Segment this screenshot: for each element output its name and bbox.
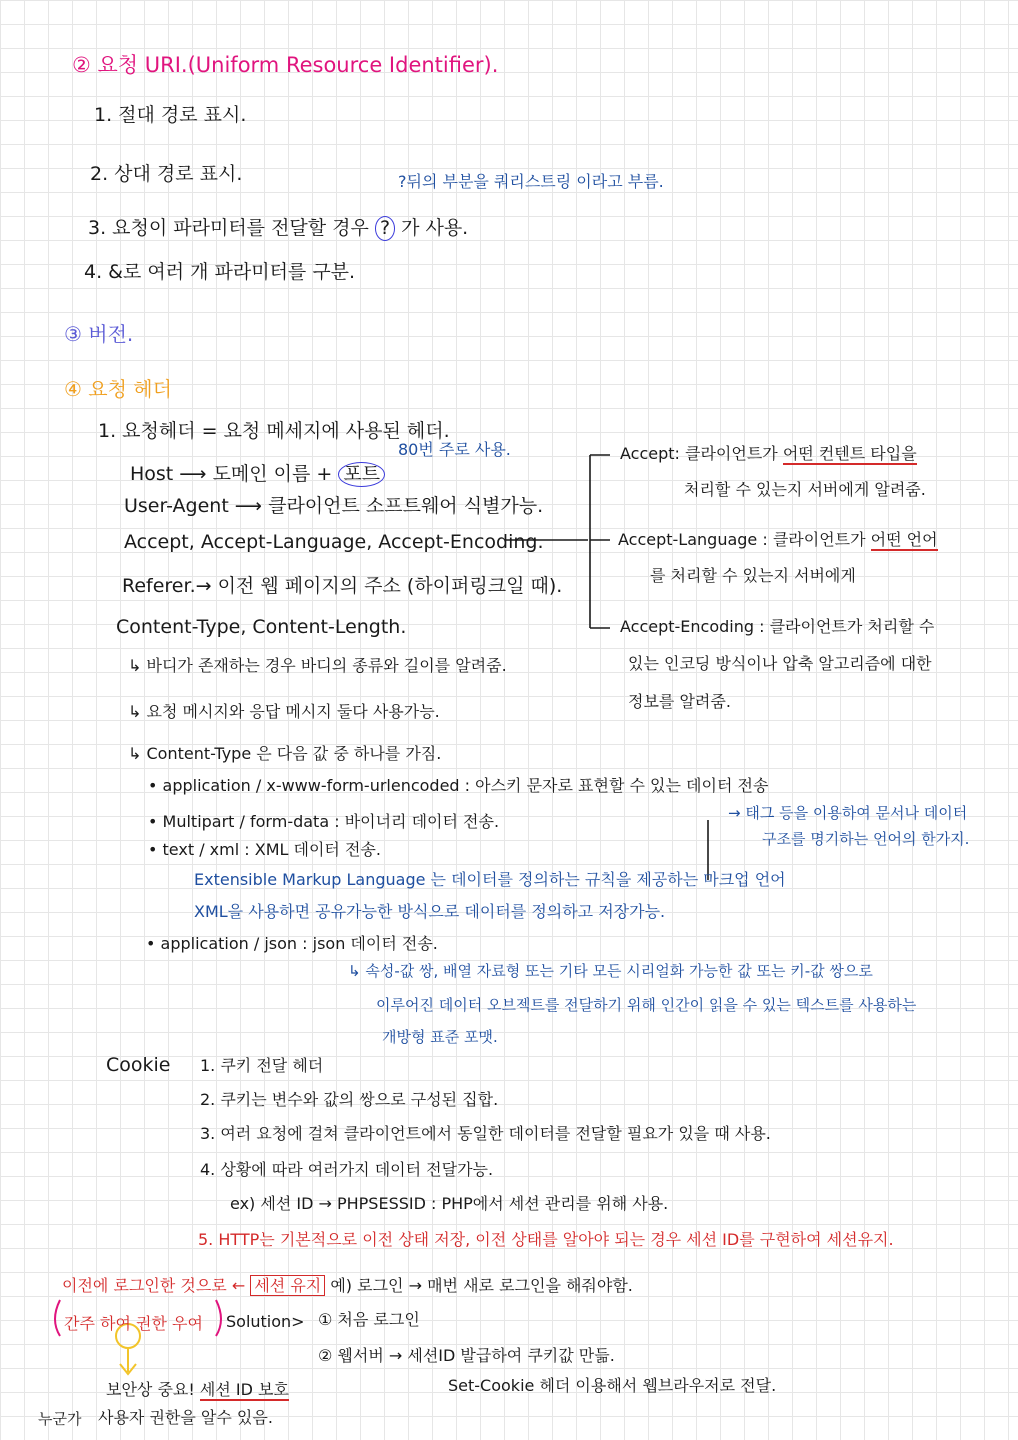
session-arrow: ← [231,1276,246,1295]
cookie-item-1: 1. 쿠키 전달 헤더 [200,1056,324,1075]
accept-encoding-desc-2: 있는 인코딩 방식이나 압축 알고리즘에 대한 [628,654,932,673]
question-mark-circle: ? [375,216,395,241]
accept-line: Accept, Accept-Language, Accept-Encoding. [124,531,544,553]
accept-language-underlined: 어떤 언어 [870,530,938,549]
cookie-item-4: 4. 상황에 따라 여러가지 데이터 전달가능. [200,1160,494,1179]
accept-encoding-desc-3: 정보를 알려줌. [628,692,731,711]
uri-item-1: 1. 절대 경로 표시. [94,104,247,126]
uri-item-4: 4. &로 여러 개 파라미터를 구분. [84,261,356,283]
session-side-note [62,1276,633,1295]
xml-desc-2: XML을 사용하면 공유가능한 방식으로 데이터를 정의하고 저장가능. [194,902,666,921]
section-number: ④ [64,377,82,401]
json-desc-1: ↳ 속성-값 쌍, 배열 자료형 또는 기타 모든 시리얼화 가능한 값 또는 키-값 쌍으로 [348,962,873,980]
security-note [106,1380,289,1399]
section-number: ③ [64,322,82,346]
content-type-multipart: • Multipart / form-data : 바이너리 데이터 전송. [148,812,500,831]
uri-item-2: 2. 상대 경로 표시. [90,163,243,185]
accept-desc-1-line2: 처리할 수 있는지 서버에게 알려줌. [684,480,926,499]
host-text: Host ⟶ 도메인 이름 + [130,463,333,485]
solution-step-2-line2: Set-Cookie 헤더 이용해서 웹브라우저로 전달. [448,1376,777,1395]
section-uri-heading [72,53,498,78]
referer-line: Referer.→ 이전 웹 페이지의 주소 (하이퍼링크일 때). [122,575,563,597]
request-header-definition: 1. 요청헤더 = 요청 메세지에 사용된 헤더. [98,420,450,442]
section-request-header-heading [64,377,172,401]
query-string-note: ?뒤의 부분을 쿼리스트링 이라고 부름. [398,172,664,191]
body-note-1: ↳ 바디가 존재하는 경우 바디의 종류와 길이를 알려줌. [128,656,507,675]
cookie-item-5-text: 5. HTTP는 기본적으로 이전 상태 저장, 이전 상태를 알아야 되는 경우 세션 ID를 구현하여 세션유지. [198,1230,894,1249]
body-note-3: ↳ Content-Type 은 다음 값 중 하나를 가짐. [128,744,442,763]
accept-desc-1-underlined: 어떤 컨텐트 타입을 [782,444,917,463]
bottom-note-left: 누군가 [38,1410,82,1428]
accept-language-desc [618,530,938,549]
session-side-note-1: 이전에 로그인한 것으로 [62,1276,227,1295]
host-line [130,462,385,487]
session-keep-box: 세션 유지 [250,1275,325,1296]
section-title: 버전. [88,322,134,346]
port-note: 80번 주로 사용. [398,440,511,459]
section-title: 요청 URI.(Uniform Resource Identifier). [97,53,499,77]
accept-language-pre: Accept-Language : 클라이언트가 [618,530,866,549]
user-agent-line: User-Agent ⟶ 클라이언트 소프트웨어 식별가능. [124,495,544,517]
section-number: ② [72,53,91,77]
content-type-xml: • text / xml : XML 데이터 전송. [148,840,381,859]
security-note-pre: 보안상 중요! [106,1380,195,1399]
session-side-note-2: 간주 하여 권한 우여 [64,1314,203,1333]
content-type-length-line: Content-Type, Content-Length. [116,616,407,638]
cookie-example: ex) 세션 ID → PHPSESSID : PHP에서 세션 관리를 위해 사용. [230,1194,669,1213]
section-version-heading [64,322,133,346]
cookie-label: Cookie [106,1054,171,1076]
bottom-note: 사용자 권한을 알수 있음. [98,1408,273,1427]
solution-step-1: ① 처음 로그인 [318,1310,420,1329]
solution-label: Solution> [226,1312,305,1331]
content-type-json: • application / json : json 데이터 전송. [146,934,438,953]
markup-note-1: → 태그 등을 이용하여 문서나 데이터 [728,804,968,822]
content-type-urlencoded: • application / x-www-form-urlencoded : 아스키 문자로 표현할 수 있는 데이터 전송 [148,776,769,795]
xml-desc-1: Extensible Markup Language 는 데이터를 정의하는 규칙을 제공하는 마크업 언어 [194,870,786,889]
accept-desc-1 [620,444,917,463]
cookie-item-3: 3. 여러 요청에 걸쳐 클라이언트에서 동일한 데이터를 전달할 필요가 있을 때 사용. [200,1124,771,1143]
uri-item-3-text: 3. 요청이 파라미터를 전달할 경우 [88,217,369,239]
accept-desc-1-pre: Accept: 클라이언트가 [620,444,778,463]
cookie-item-5 [198,1230,894,1249]
session-id-protect: 세션 ID 보호 [199,1380,289,1399]
json-desc-2: 이루어진 데이터 오브젝트를 전달하기 위해 인간이 읽을 수 있는 텍스트를 사용하는 [376,996,917,1014]
port-circle: 포트 [338,462,385,487]
uri-item-3 [88,216,468,241]
body-note-2: ↳ 요청 메시지와 응답 메시지 둘다 사용가능. [128,702,440,721]
accept-language-line2: 를 처리할 수 있는지 서버에게 [650,566,856,585]
solution-step-2: ② 웹서버 → 세션ID 발급하여 쿠키값 만듦. [318,1346,615,1365]
session-example: 예) 로그인 → 매번 새로 로그인을 해줘야함. [330,1276,633,1295]
uri-item-3-tail: 가 사용. [401,217,469,239]
accept-encoding-desc-1: Accept-Encoding : 클라이언트가 처리할 수 [620,617,935,636]
section-title: 요청 헤더 [88,377,172,401]
json-desc-3: 개방형 표준 포맷. [382,1028,498,1046]
cookie-item-2: 2. 쿠키는 변수와 값의 쌍으로 구성된 집합. [200,1090,499,1109]
markup-note-2: 구조를 명기하는 언어의 한가지. [762,830,970,848]
